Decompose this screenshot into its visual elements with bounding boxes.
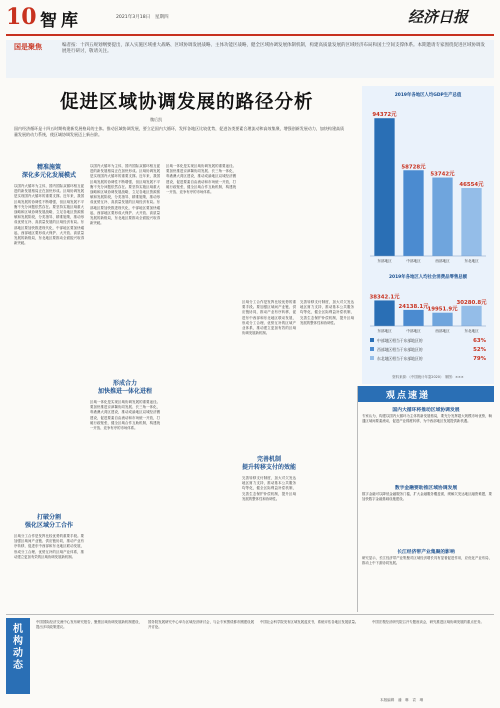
section-3-body-cont: 区域分工合作是发挥比较优势的重要手段。要加强区域间产业链、供应链协同，推动产业有序转移，促进东中西部和东北地区联动发展，形成分工合理、优势互补的区域产业体系，推动建立更加有效的区域协调发展新机制。 [242, 300, 296, 336]
chart2-category-label-3: 西部地区 [435, 329, 450, 333]
ratio-swatch-2 [370, 347, 374, 351]
observation-1-body: 专家认为，构建以国内大循环为主体的新发展格局，要充分发挥超大规模市场优势，畅通区域间要素流动，促进产业梯度转移，为中西部地区发展提供新机遇。 [362, 414, 492, 424]
chart1-bar-4 [461, 188, 481, 256]
figure-caption: 资料来源：《中国统计年鉴2020》 制图：××× [392, 375, 464, 379]
chart-svg [362, 86, 494, 384]
ratio-value-2: 52% [473, 347, 486, 353]
ratio-swatch-3 [370, 356, 374, 360]
ratio-label-1: 中部地区相当于东部地区的 [377, 338, 423, 343]
section-2-body-cont: 区域一体化是实现区域协调发展的重要途径。要加快推进京津冀协同发展、长三角一体化、粤港澳大湾区建设，推动成渝地区双城经济圈建设，促进要素自由流动和市场统一开放，打破行政壁垒，健全区域合作互助机制，构建统一开放、竞争有序的市场体系。 [166, 164, 236, 195]
sidebar-divider [357, 386, 358, 612]
chart1-bar-3 [432, 178, 452, 256]
dynamics-item-1: 中国国际经济交流中心发布研究报告，聚焦区域协调发展新机制建设，提出多项政策建议。 [36, 620, 142, 630]
section-2-body: 区域一体化是实现区域协调发展的重要途径。要加快推进京津冀协同发展、长三角一体化、粤港澳大湾区建设，推动成渝地区双城经济圈建设，促进要素自由流动和市场统一开放，打破行政壁垒，健全区域合作互助机制，构建统一开放、竞争有序的市场体系。 [90, 400, 160, 431]
observation-1-headline: 国内大循环将推动区域协调发展 [392, 408, 460, 413]
section-1-body-cont: 以国内大循环为主体，国内国际双循环相互促进的新发展格局正在加快形成。区域协调发展是实现国内大循环的重要支撑。近年来，我国区域发展的协调性不断增强，但区域发展不平衡不充分问题依然存在。要坚持实施区域重大战略和区域协调发展战略，立足各地区资源禀赋和发展阶段，分类指导、精准施策，推动形成优势互补、高质量发展的区域经济布局。东部地区要加快推进现代化，中部地区要加快崛起，西部地区要形成大保护、大开放、高质量发展的新格局，东北地区要推动全面振兴取得新突破。 [90, 164, 160, 226]
chart-panel [362, 86, 494, 384]
observation-3-body: 研究显示，长江经济带产业集聚对区域经济增长具有显著促进作用，应优化产业布局，推动上中下游协同发展。 [362, 556, 492, 566]
chart2-value-label-2: 24138.1元 [398, 303, 429, 310]
section-3-body: 区域分工合作是发挥比较优势的重要手段。要加强区域间产业链、供应链协同，推动产业有序转移，促进东中西部和东北地区联动发展，形成分工合理、优势互补的区域产业体系，推动建立更加有效的区域协调发展新机制。 [14, 534, 84, 559]
ratio-value-1: 63% [473, 338, 486, 344]
article-title: 促进区域协调发展的路径分析 [60, 92, 314, 113]
chart1-value-label-1: 94372元 [372, 112, 397, 119]
ratio-swatch-1 [370, 338, 374, 342]
chart1-title: 2019年各地区人均GDP生产总值 [394, 93, 462, 98]
chart2-category-label-1: 东部地区 [377, 329, 392, 333]
chart1-category-label-2: 中部地区 [406, 259, 421, 263]
chart2-category-label-2: 中部地区 [406, 329, 421, 333]
dynamics-item-4: 中国宏观经济研究院召开专题座谈会，研究推进区域协调发展的重点任务。 [372, 620, 484, 624]
paper-logo: 经济日报 [408, 8, 469, 26]
page-number: 10 [6, 4, 37, 30]
chart2-bar-3 [432, 313, 452, 326]
dynamics-item-3: 中国社会科学院发布区域发展蓝皮书，系统评估各地区发展质量。 [260, 620, 359, 624]
column-tag: 国是聚焦 [14, 42, 42, 51]
section-title: 智库 [40, 11, 82, 31]
section-2-heading: 形成合力 加快推进一体化进程 [97, 380, 152, 395]
observation-2-body: 数字金融可以降低金融服务门槛，扩大金融服务覆盖面，缓解欠发达地区融资难题，要加快数字金融基础设施建设。 [362, 492, 492, 502]
chart2-bar-1 [374, 300, 394, 326]
section-4-heading: 完善机制 提升转移支付的效能 [242, 456, 297, 471]
chart1-bar-1 [374, 118, 394, 256]
chart1-category-label-1: 东部地区 [377, 259, 392, 263]
bottom-divider [6, 614, 494, 615]
observation-title: 观点速递 [386, 391, 431, 401]
chart1-value-label-3: 53742元 [430, 171, 455, 178]
chart2-title: 2019年各地区人均社会消费品零售总额 [388, 275, 468, 280]
section-1-heading: 精准施策 深化多元化发展模式 [21, 164, 76, 179]
masthead-rule [6, 34, 494, 36]
chart1-value-label-2: 58728元 [401, 164, 426, 171]
chart2-value-label-1: 38342.1元 [369, 294, 400, 301]
chart2-value-label-3: 19951.9元 [427, 306, 458, 313]
article-lead: 国内经济循环是十四五时期构建新发展格局的主体。推动区域协调发展，要立足国内大循环，发挥各地区比较优势，促进各类要素合理流动和高效集聚，增强创新发展动力，加快构建高质量发展的动力系统，使区域协调发展迈上新台阶。 [14, 126, 344, 137]
dynamics-item-2: 国务院发展研究中心举办区域经济研讨会，与会专家围绕都市圈建设展开讨论。 [148, 620, 254, 630]
chart2-value-label-4: 30280.8元 [456, 299, 487, 306]
chart1-category-label-4: 东北地区 [464, 259, 479, 263]
section-4-body: 完善转移支付制度，加大对欠发达地区财力支持，推动基本公共服务均等化，健全区际利益补偿机制，完善生态保护补偿机制，提升区域发展的整体性和协调性。 [242, 476, 296, 501]
chart2-category-label-4: 东北地区 [464, 329, 479, 333]
ratio-label-3: 东北地区相当于东部地区的 [377, 356, 423, 361]
issue-date: 2021年3月18日 星期四 [116, 15, 169, 20]
byline: 魏后凯 [150, 117, 162, 122]
section-3-heading: 打破分割 强化区域分工合作 [24, 514, 73, 529]
ratio-value-3: 79% [473, 356, 486, 362]
chart2-bar-4 [461, 306, 481, 326]
section-4-body-cont: 完善转移支付制度，加大对欠发达地区财力支持，推动基本公共服务均等化，健全区际利益补偿机制，完善生态保护补偿机制，提升区域发展的整体性和协调性。 [300, 300, 354, 325]
editor-note: 编者按：十四五规划纲要提出，深入实施区域重大战略、区域协调发展战略、主体功能区战略，健全区域协调发展体制机制，构建高质量发展的区域经济布局和国土空间支撑体系。本期邀请专家围绕促进区域协调发展进行研讨，敬请关注。 [62, 43, 485, 55]
chart1-bar-2 [403, 170, 423, 256]
observation-3-headline: 长江经济带产业集聚的影响 [397, 550, 455, 555]
chart1-value-label-4: 46554元 [459, 182, 484, 189]
dynamics-label: 机构动态 [13, 624, 23, 671]
observation-2-headline: 数字金融要助推区域协调发展 [394, 486, 458, 491]
chart2-bar-2 [403, 310, 423, 326]
chart1-category-label-3: 西部地区 [435, 259, 450, 263]
ratio-label-2: 西部地区相当于东部地区的 [377, 347, 423, 352]
section-1-body: 以国内大循环为主体，国内国际双循环相互促进的新发展格局正在加快形成。区域协调发展是实现国内大循环的重要支撑。近年来，我国区域发展的协调性不断增强，但区域发展不平衡不充分问题依然存在。要坚持实施区域重大战略和区域协调发展战略，立足各地区资源禀赋和发展阶段，分类指导、精准施策，推动形成优势互补、高质量发展的区域经济布局。东部地区要加快推进现代化，中部地区要加快崛起，西部地区要形成大保护、大开放、高质量发展的新格局，东北地区要推动全面振兴取得新突破。 [14, 184, 84, 246]
editor-credit: 本版编辑 潘 琳 袁 琳 [380, 698, 424, 702]
